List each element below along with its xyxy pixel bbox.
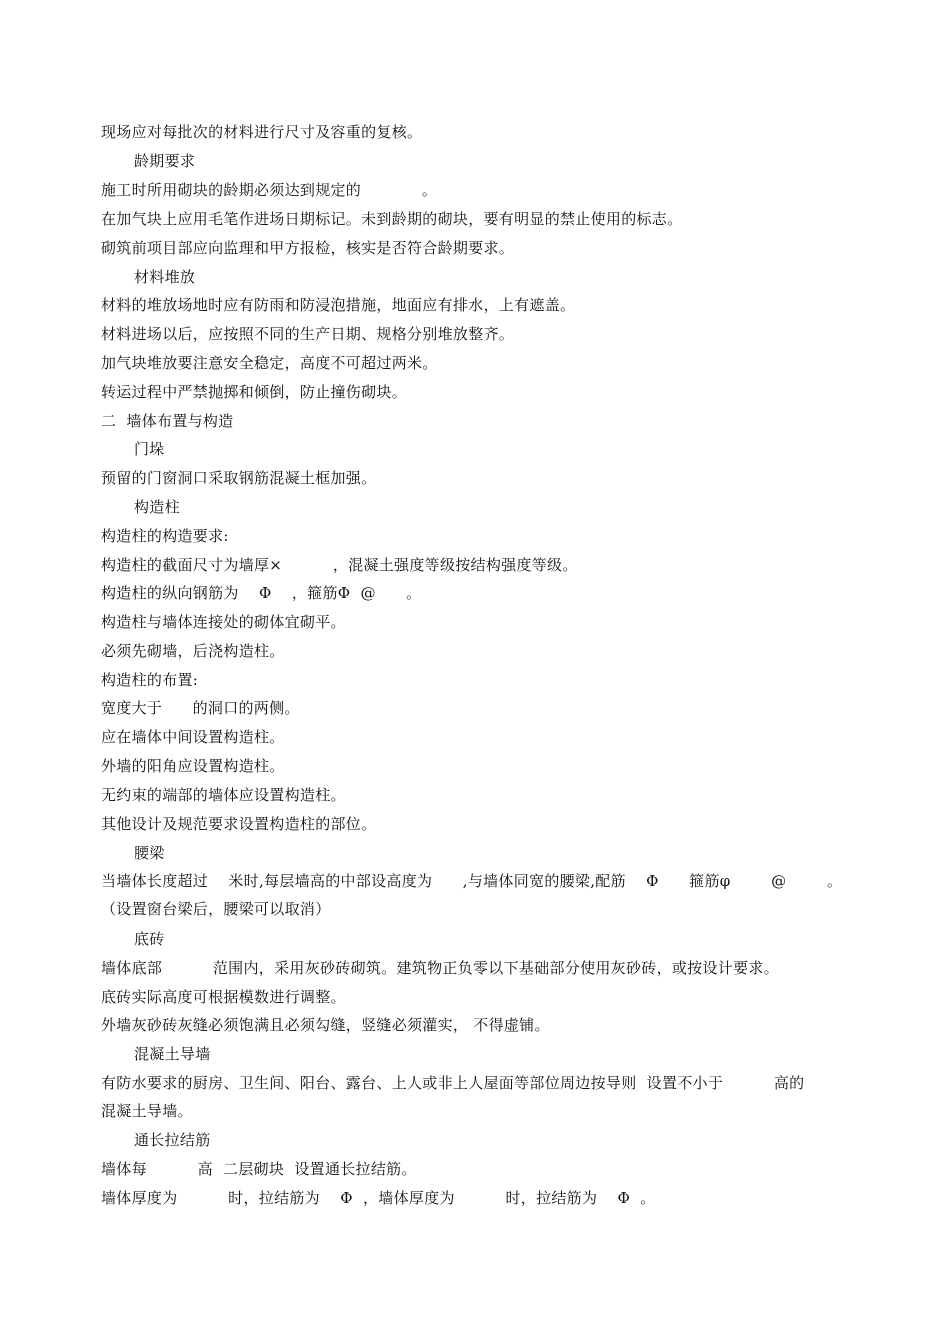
text-line: 加气块堆放要注意安全稳定，高度不可超过两米。 bbox=[101, 354, 438, 372]
subheading: 混凝土导墙 bbox=[134, 1045, 211, 1063]
text-line: 转运过程中严禁抛掷和倾倒，防止撞伤砌块。 bbox=[101, 383, 408, 401]
text-line: 无约束的端部的墙体应设置构造柱。 bbox=[101, 786, 346, 804]
text-line: （设置窗台梁后，腰梁可以取消） bbox=[101, 900, 331, 918]
text-line: 预留的门窗洞口采取钢筋混凝土框加强。 bbox=[101, 469, 377, 487]
text-line: 墙体厚度为 时，拉结筋为 Φ ，墙体厚度为 时，拉结筋为 Φ 。 bbox=[101, 1189, 656, 1207]
text-line: 混凝土导墙。 bbox=[101, 1102, 193, 1120]
section-heading: 二 墙体布置与构造 bbox=[101, 412, 234, 430]
text-line: 在加气块上应用毛笔作进场日期标记。未到龄期的砌块，要有明显的禁止使用的标志。 bbox=[101, 210, 683, 228]
text-line: 墙体底部 范围内，采用灰砂砖砌筑。建筑物正负零以下基础部分使用灰砂砖，或按设计要求。 bbox=[101, 959, 779, 977]
text-line: 外墙灰砂砖灰缝必须饱满且必须勾缝，竖缝必须灌实， 不得虚铺。 bbox=[101, 1016, 550, 1034]
subheading: 腰梁 bbox=[134, 844, 165, 862]
text-line: 施工时所用砌块的龄期必须达到规定的 。 bbox=[101, 181, 438, 199]
text-line: 构造柱的布置: bbox=[101, 671, 199, 689]
text-line: 构造柱与墙体连接处的砌体宜砌平。 bbox=[101, 613, 346, 631]
subheading: 通长拉结筋 bbox=[134, 1131, 211, 1149]
text-line: 应在墙体中间设置构造柱。 bbox=[101, 728, 285, 746]
text-line: 墙体每 高 二层砌块 设置通长拉结筋。 bbox=[101, 1160, 417, 1178]
subheading: 底砖 bbox=[134, 930, 165, 948]
text-line: 外墙的阳角应设置构造柱。 bbox=[101, 757, 285, 775]
text-line: 必须先砌墙，后浇构造柱。 bbox=[101, 642, 285, 660]
text-line: 有防水要求的厨房、卫生间、阳台、露台、上人或非上人屋面等部位周边按导则 设置不小于 高的 bbox=[101, 1074, 805, 1092]
text-line: 现场应对每批次的材料进行尺寸及容重的复核。 bbox=[101, 123, 423, 141]
text-line: 材料进场以后，应按照不同的生产日期、规格分别堆放整齐。 bbox=[101, 325, 515, 343]
text-line: 当墙体长度超过 米时,每层墙高的中部设高度为 ,与墙体同宽的腰梁,配筋 Φ 箍筋φ @ 。 bbox=[101, 872, 843, 890]
subheading: 材料堆放 bbox=[134, 268, 196, 286]
text-line: 构造柱的构造要求: bbox=[101, 527, 229, 545]
subheading: 龄期要求 bbox=[134, 152, 196, 170]
text-line: 其他设计及规范要求设置构造柱的部位。 bbox=[101, 815, 377, 833]
text-line: 宽度大于 的洞口的两侧。 bbox=[101, 699, 300, 717]
text-line: 砌筑前项目部应向监理和甲方报检，核实是否符合龄期要求。 bbox=[101, 239, 515, 257]
subheading: 构造柱 bbox=[134, 498, 180, 516]
text-line: 底砖实际高度可根据模数进行调整。 bbox=[101, 988, 346, 1006]
text-line: 构造柱的纵向钢筋为 Φ ，箍筋Φ @ 。 bbox=[101, 584, 422, 602]
subheading: 门垛 bbox=[134, 440, 165, 458]
text-line: 构造柱的截面尺寸为墙厚× ，混凝土强度等级按结构强度等级。 bbox=[101, 556, 578, 574]
text-line: 材料的堆放场地时应有防雨和防浸泡措施，地面应有排水，上有遮盖。 bbox=[101, 296, 576, 314]
